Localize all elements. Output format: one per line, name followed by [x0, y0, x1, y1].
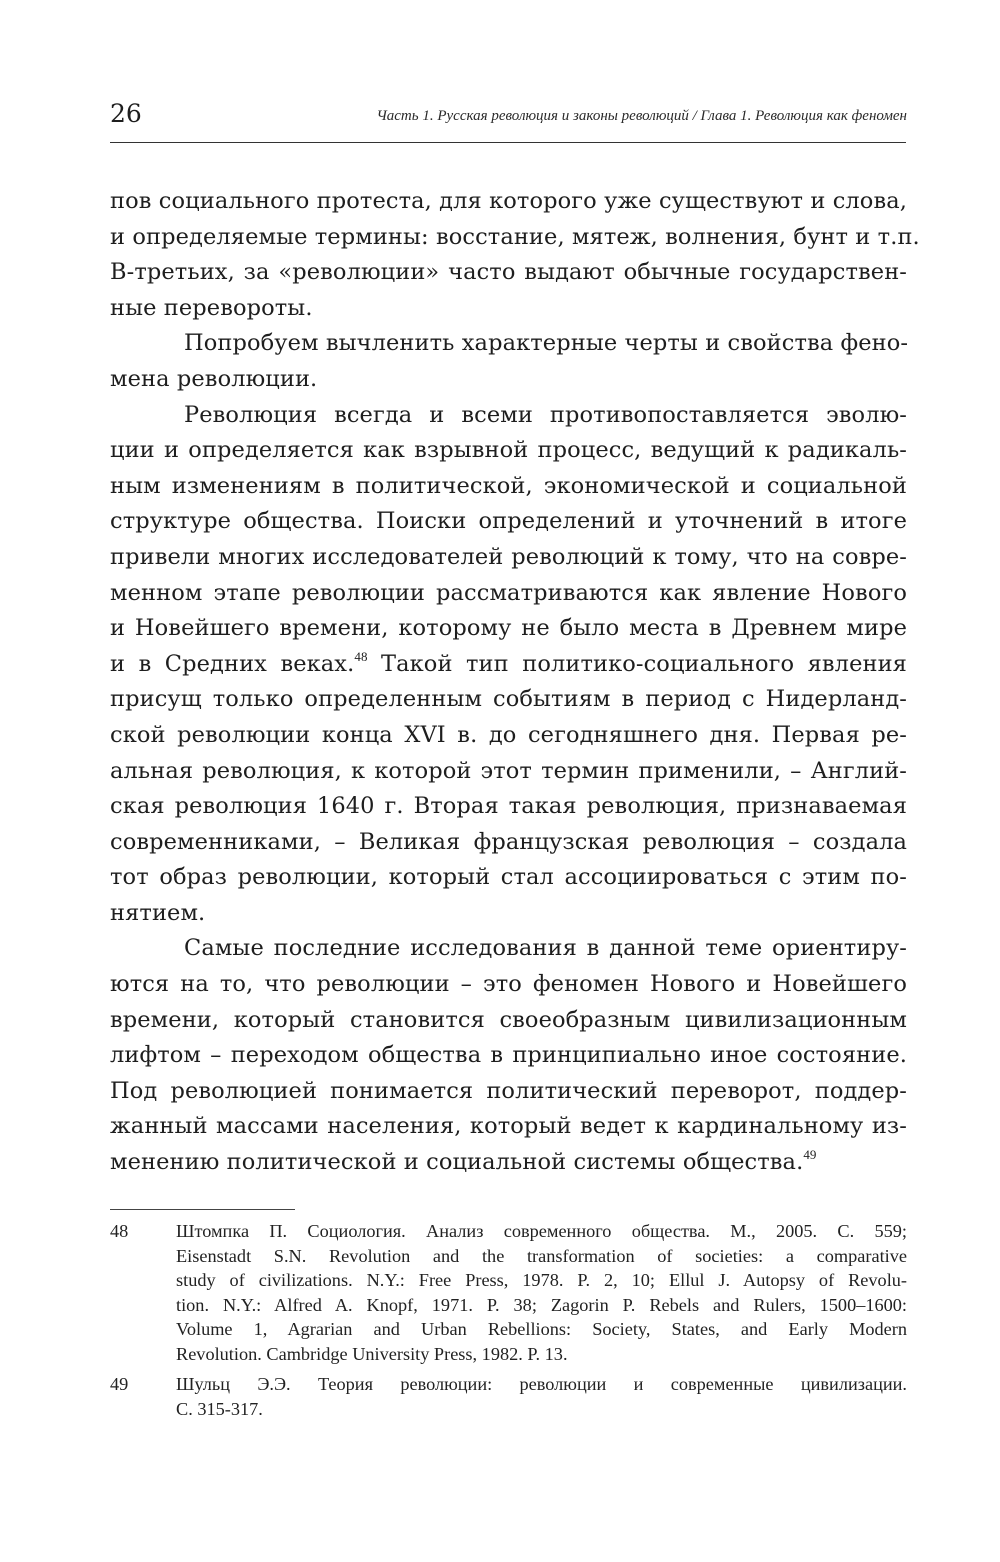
- footnote-line: Шульц Э.Э. Теория революции: революции и современные цивилизации.: [176, 1374, 907, 1394]
- text-line: присущ только определенным событиям в период с Нидерланд-: [110, 686, 907, 713]
- footnote-number: 49: [110, 1374, 129, 1394]
- text-line: и определяемые термины: восстание, мятеж, волнения, бунт и т.п.: [110, 223, 920, 250]
- page-number: 26: [110, 99, 142, 128]
- text-line: современниками, – Великая французская революция – создала: [110, 828, 907, 855]
- footnote-rule: [110, 1209, 295, 1210]
- text-line: времени, который становится своеобразным цивилизационным: [110, 1006, 907, 1033]
- footnote-line: Volume 1, Agrarian and Urban Rebellions: Society, States, and Early Modern: [176, 1319, 907, 1339]
- footnote-48: [110, 1219, 907, 1366]
- text-line: альная революция, к которой этот термин применили, – Англий-: [110, 757, 907, 784]
- text-line: ным изменениям в политической, экономической и социальной: [110, 472, 907, 499]
- text-line: ные перевороты.: [110, 294, 313, 321]
- text-line: структуре общества. Поиски определений и уточнений в итоге: [110, 508, 907, 535]
- text-segment: и в Средних веках.: [110, 650, 355, 677]
- paragraph-1: [110, 184, 920, 326]
- footnote-text: [176, 1372, 907, 1421]
- text-line: ская революция 1640 г. Вторая такая революция, признаваемая: [110, 793, 907, 820]
- text-line: ции и определяется как взрывной процесс, ведущий к радикаль-: [110, 437, 907, 464]
- text-line: лифтом – переходом общества в принципиально иное состояние.: [110, 1042, 907, 1069]
- text-line: [110, 1145, 907, 1181]
- footnote-text: [176, 1219, 907, 1366]
- footnote-49: [110, 1372, 907, 1422]
- text-line: Революция всегда и всеми противопоставляется эволю-: [184, 401, 907, 428]
- text-line: ются на то, что революции – это феномен Нового и Новейшего: [110, 971, 907, 998]
- body-text: [110, 184, 920, 1181]
- footnote-ref-48[interactable]: 48: [354, 648, 368, 664]
- footnote-line: Штомпка П. Социология. Анализ современного общества. М., 2005. С. 559;: [176, 1221, 907, 1241]
- footnote-line: С. 315-317.: [176, 1398, 263, 1419]
- text-segment: менению политической и социальной системы общества.: [110, 1149, 804, 1176]
- text-line: привели многих исследователей революций к тому, что на совре-: [110, 543, 907, 570]
- header-rule: [110, 142, 906, 143]
- text-line: нятием.: [110, 899, 206, 926]
- paragraph-2: [110, 326, 907, 397]
- running-head: Часть 1. Русская революция и законы революций / Глава 1. Революция как феномен: [376, 108, 907, 124]
- text-line: Попробуем вычленить характерные черты и свойства фено-: [184, 330, 909, 357]
- text-line: менном этапе революции рассматриваются как явление Нового: [110, 579, 907, 606]
- text-line: Под революцией понимается политический переворот, поддер-: [110, 1077, 907, 1104]
- text-line: жанный массами населения, который ведет к кардинальному из-: [110, 1113, 907, 1140]
- paragraph-3: [110, 398, 907, 932]
- footnote-ref-49[interactable]: 49: [803, 1147, 817, 1163]
- text-line: мена революции.: [110, 365, 318, 392]
- text-line: Самые последние исследования в данной теме ориентиру-: [184, 935, 907, 962]
- footnote-line: study of civilizations. N.Y.: Free Press, 1978. P. 2, 10; Ellul J. Autopsy of Revolu-: [176, 1270, 907, 1290]
- footnote-line: Revolution. Cambridge University Press, 1982. P. 13.: [176, 1343, 568, 1364]
- text-line: пов социального протеста, для которого уже существуют и слова,: [110, 188, 907, 214]
- paragraph-4: [110, 931, 907, 1180]
- footnote-line: Eisenstadt S.N. Revolution and the transformation of societies: a comparative: [176, 1245, 907, 1266]
- text-segment: Такой тип политико-социального явления: [367, 650, 907, 677]
- text-line: ской революции конца XVI в. до сегодняшнего дня. Первая ре-: [110, 721, 907, 748]
- text-line: [110, 647, 907, 683]
- text-line: тот образ революции, который стал ассоциироваться с этим по-: [110, 864, 907, 891]
- text-line: В-третьих, за «революции» часто выдают обычные государствен-: [110, 259, 907, 286]
- footnote-number: 48: [110, 1221, 129, 1241]
- text-line: и Новейшего времени, которому не было места в Древнем мире: [110, 615, 907, 642]
- footnote-line: tion. N.Y.: Alfred A. Knopf, 1971. P. 38; Zagorin P. Rebels and Rulers, 1500–1600:: [176, 1294, 907, 1315]
